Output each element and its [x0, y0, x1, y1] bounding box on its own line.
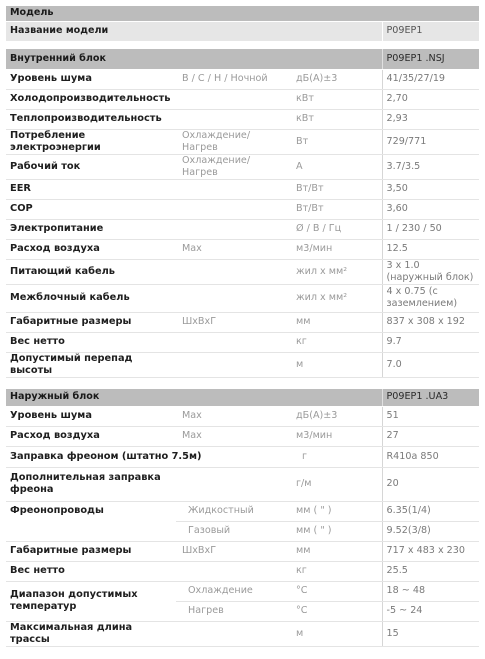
spec-value: 2,93 — [382, 109, 479, 129]
spec-unit: жил x мм² — [290, 284, 382, 312]
spec-label: Габаритные размеры — [6, 541, 176, 561]
spec-condition — [176, 219, 290, 239]
spec-condition: ШxВxГ — [176, 312, 290, 332]
spec-value: 729/771 — [382, 129, 479, 154]
spec-condition — [176, 332, 290, 352]
spec-condition: Max — [176, 239, 290, 259]
indoor-spec-row — [6, 109, 479, 129]
indoor-spec-row — [6, 179, 479, 199]
spec-label: Габаритные размеры — [6, 312, 176, 332]
spec-label: Дополнительная заправка фреона — [6, 467, 176, 501]
indoor-spec-row — [6, 89, 479, 109]
outdoor-noise-row — [6, 406, 479, 426]
spec-unit: Ø / В / Гц — [290, 219, 382, 239]
indoor-spec-row — [6, 332, 479, 352]
outdoor-weight-row — [6, 561, 479, 581]
spec-condition: Нагрев — [176, 601, 290, 621]
outdoor-spec-table — [6, 389, 479, 647]
spec-label: Заправка фреоном (штатно 7.5м) — [6, 446, 290, 467]
spec-unit: г/м — [290, 467, 382, 501]
spec-value: -5 ~ 24 — [382, 601, 479, 621]
spec-condition — [176, 352, 290, 377]
spec-unit: °C — [290, 581, 382, 601]
spec-value: 3,50 — [382, 179, 479, 199]
spec-condition — [176, 259, 290, 284]
spec-value: 3.7/3.5 — [382, 154, 479, 179]
spec-unit: м3/мин — [290, 239, 382, 259]
spec-value: 9.52(3/8) — [382, 521, 479, 541]
spec-label: Допустимый перепад высоты — [6, 352, 176, 377]
spec-unit: жил x мм² — [290, 259, 382, 284]
indoor-spec-row — [6, 312, 479, 332]
spec-value: 18 ~ 48 — [382, 581, 479, 601]
outdoor-pipe-length-row — [6, 621, 479, 646]
outdoor-pipes-row-liquid — [6, 501, 479, 521]
spec-label: Вес нетто — [6, 561, 176, 581]
indoor-spec-row — [6, 284, 479, 312]
spec-label: Расход воздуха — [6, 426, 176, 446]
spec-value: 20 — [382, 467, 479, 501]
spec-value: 12.5 — [382, 239, 479, 259]
spec-unit: A — [290, 154, 382, 179]
spec-unit: мм ( " ) — [290, 501, 382, 521]
indoor-spec-row — [6, 259, 479, 284]
spec-condition: ШxВxГ — [176, 541, 290, 561]
spec-value: R410a 850 — [382, 446, 479, 467]
indoor-model-value: P09EP1 .NSJ — [382, 49, 479, 69]
spec-label: Рабочий ток — [6, 154, 176, 179]
spec-value: 3 x 1.0 (наружный блок) — [382, 259, 479, 284]
spec-condition — [176, 284, 290, 312]
spec-value: 837 x 308 x 192 — [382, 312, 479, 332]
outdoor-charge-row — [6, 446, 479, 467]
outdoor-airflow-row — [6, 426, 479, 446]
spec-label: Расход воздуха — [6, 239, 176, 259]
spec-condition: Охлаждение — [176, 581, 290, 601]
spec-unit: дБ(A)±3 — [290, 69, 382, 89]
spec-condition — [176, 89, 290, 109]
spec-condition — [176, 109, 290, 129]
spec-label: Уровень шума — [6, 69, 176, 89]
outdoor-section-title: Наружный блок — [6, 389, 382, 406]
spec-value: 7.0 — [382, 352, 479, 377]
indoor-spec-row — [6, 69, 479, 89]
spec-condition: B / C / H / Ночной — [176, 69, 290, 89]
spec-value: 27 — [382, 426, 479, 446]
spec-value: 6.35(1/4) — [382, 501, 479, 521]
outdoor-extra-charge-row — [6, 467, 479, 501]
spec-value: 4 x 0.75 (с заземлением) — [382, 284, 479, 312]
spec-condition — [176, 179, 290, 199]
model-name-value: P09EP1 — [382, 21, 479, 41]
indoor-spec-row — [6, 239, 479, 259]
spec-label: COP — [6, 199, 176, 219]
indoor-spec-row — [6, 154, 479, 179]
spec-condition: Max — [176, 406, 290, 426]
spec-condition: Жидкостный — [176, 501, 290, 521]
model-name-label: Название модели — [6, 21, 382, 41]
spec-unit: Вт/Вт — [290, 179, 382, 199]
spec-unit: Вт — [290, 129, 382, 154]
spec-value: 41/35/27/19 — [382, 69, 479, 89]
outdoor-dimensions-row — [6, 541, 479, 561]
spec-condition: Газовый — [176, 521, 290, 541]
section-spacer — [6, 41, 479, 49]
spec-unit: кг — [290, 332, 382, 352]
indoor-section-header — [6, 49, 479, 69]
indoor-spec-table — [6, 6, 479, 378]
spec-value: 25.5 — [382, 561, 479, 581]
spec-condition: Max — [176, 426, 290, 446]
spec-value: 9.7 — [382, 332, 479, 352]
spec-label: Теплопроизводительность — [6, 109, 176, 129]
spec-unit: мм ( " ) — [290, 521, 382, 541]
indoor-spec-row — [6, 199, 479, 219]
spec-label: Уровень шума — [6, 406, 176, 426]
spec-unit: Вт/Вт — [290, 199, 382, 219]
spec-label: Диапазон допустимых температур — [6, 581, 176, 621]
spec-label: EER — [6, 179, 176, 199]
spec-label: Фреонопроводы — [6, 501, 176, 541]
spec-condition: Охлаждение/ Нагрев — [176, 154, 290, 179]
spec-label: Максимальная длина трассы — [6, 621, 176, 646]
spec-unit: г — [290, 446, 382, 467]
indoor-section-title: Внутренний блок — [6, 49, 382, 69]
spec-value: 717 x 483 x 230 — [382, 541, 479, 561]
spec-unit: кг — [290, 561, 382, 581]
outdoor-temp-row-cooling — [6, 581, 479, 601]
spec-value: 15 — [382, 621, 479, 646]
model-section-title: Модель — [6, 6, 479, 21]
spec-condition: Охлаждение/ Нагрев — [176, 129, 290, 154]
indoor-spec-row — [6, 129, 479, 154]
spec-label: Вес нетто — [6, 332, 176, 352]
outdoor-model-value: P09EP1 .UA3 — [382, 389, 479, 406]
outdoor-section-header — [6, 389, 479, 406]
spec-label: Потребление электроэнергии — [6, 129, 176, 154]
indoor-spec-row — [6, 219, 479, 239]
spec-value: 51 — [382, 406, 479, 426]
indoor-spec-row — [6, 352, 479, 377]
spec-value: 3,60 — [382, 199, 479, 219]
spec-unit: м3/мин — [290, 426, 382, 446]
spec-value: 1 / 230 / 50 — [382, 219, 479, 239]
spec-unit: мм — [290, 541, 382, 561]
model-section-header — [6, 6, 479, 21]
spec-unit: °C — [290, 601, 382, 621]
spec-condition — [176, 199, 290, 219]
spec-label: Межблочный кабель — [6, 284, 176, 312]
spec-unit: дБ(A)±3 — [290, 406, 382, 426]
spec-label: Холодопроизводительность — [6, 89, 176, 109]
spec-unit: м — [290, 352, 382, 377]
model-name-row — [6, 21, 479, 41]
spec-label: Питающий кабель — [6, 259, 176, 284]
spec-unit: м — [290, 621, 382, 646]
spec-unit: кВт — [290, 109, 382, 129]
spec-value: 2,70 — [382, 89, 479, 109]
spec-unit: мм — [290, 312, 382, 332]
spec-label: Электропитание — [6, 219, 176, 239]
spec-unit: кВт — [290, 89, 382, 109]
